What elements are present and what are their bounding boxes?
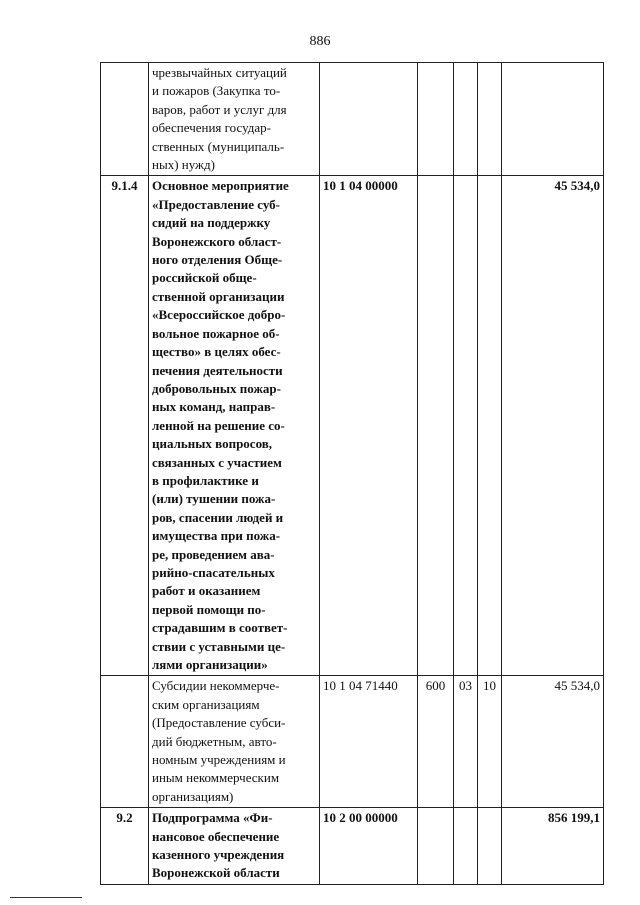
row-name-line: нансовое обеспечение (152, 828, 280, 844)
row-number (101, 676, 149, 808)
row-vr (418, 63, 454, 176)
row-name-line: ствии с уставными це- (152, 638, 286, 654)
row-pr (478, 808, 502, 885)
row-name-line: работ и оказанием (152, 583, 261, 599)
row-name-line: имущества при пожа- (152, 528, 281, 544)
row-name-line: варов, работ и услуг для (152, 101, 287, 117)
row-code: 10 1 04 00000 (320, 176, 418, 676)
row-number: 9.2 (101, 808, 149, 885)
row-name (149, 176, 320, 676)
row-name-line: Основное мероприятие (152, 178, 289, 194)
budget-table-body (101, 63, 604, 885)
row-name-line: дий бюджетным, авто- (152, 733, 277, 749)
row-name-line: «Предоставление суб- (152, 196, 281, 212)
row-name-line: казенного учреждения (152, 847, 285, 863)
row-name-line: (Предоставление субси- (152, 715, 286, 731)
row-name-line: номным учреждениям и (152, 752, 286, 768)
row-code: 10 1 04 71440 (320, 676, 418, 808)
row-name-line: ре, проведением ава- (152, 546, 275, 562)
row-name-line: ных) нужд) (152, 157, 215, 173)
row-number: 9.1.4 (101, 176, 149, 676)
row-vr (418, 176, 454, 676)
row-name-line: рийно-спасательных (152, 564, 275, 580)
table-row (101, 63, 604, 176)
row-name-line: в профилактике и (152, 472, 259, 488)
row-vr: 600 (418, 676, 454, 808)
row-pr (478, 63, 502, 176)
row-name-line: Субсидии некоммерче- (152, 678, 280, 694)
row-name-line: иным некоммерческим (152, 770, 280, 786)
row-rz (454, 63, 478, 176)
row-code (320, 63, 418, 176)
row-name-line: ственных (муниципаль- (152, 138, 285, 154)
row-name-line: ственной организации (152, 288, 285, 304)
row-name-line: сидий на поддержку (152, 215, 271, 231)
row-name-line: первой помощи по- (152, 601, 266, 617)
row-name-line: и пожаров (Закупка то- (152, 83, 281, 99)
row-name-line: добровольных пожар- (152, 380, 281, 396)
budget-table (100, 62, 604, 885)
row-name-line: ленной на решение со- (152, 417, 285, 433)
row-name-line: страдавшим в соответ- (152, 620, 288, 636)
row-vr (418, 808, 454, 885)
row-name-line: вольное пожарное об- (152, 325, 280, 341)
row-pr: 10 (478, 676, 502, 808)
row-name-line: ров, спасении людей и (152, 509, 284, 525)
row-name-line: (или) тушении пожа- (152, 491, 276, 507)
row-name-line: щество» в целях обес- (152, 344, 281, 360)
row-number (101, 63, 149, 176)
row-name-line: обеспечения государ- (152, 120, 271, 136)
row-name-line: российской обще- (152, 270, 257, 286)
row-name-line: организациям) (152, 788, 234, 804)
row-name (149, 808, 320, 885)
row-sum: 45 534,0 (502, 676, 604, 808)
row-name (149, 676, 320, 808)
row-rz (454, 808, 478, 885)
row-sum: 856 199,1 (502, 808, 604, 885)
row-code: 10 2 00 00000 (320, 808, 418, 885)
table-row (101, 176, 604, 676)
row-name-line: Воронежского област- (152, 233, 282, 249)
row-rz (454, 176, 478, 676)
row-sum (502, 63, 604, 176)
row-name-line: «Всероссийское добро- (152, 307, 286, 323)
row-name-line: Подпрограмма «Фи- (152, 810, 273, 826)
row-name-line: ного отделения Обще- (152, 252, 283, 268)
row-name (149, 63, 320, 176)
row-name-line: печения деятельности (152, 362, 283, 378)
page-number: 886 (309, 34, 331, 49)
row-name-line: циальных вопросов, (152, 436, 273, 452)
row-pr (478, 176, 502, 676)
table-row (101, 808, 604, 885)
row-rz: 03 (454, 676, 478, 808)
footnote-rule (10, 897, 82, 898)
row-name-line: связанных с участием (152, 454, 282, 470)
row-name-line: Воронежской области (152, 865, 280, 881)
table-row (101, 676, 604, 808)
row-name-line: лями организации» (152, 657, 268, 672)
row-sum: 45 534,0 (502, 176, 604, 676)
row-name-line: чрезвычайных ситуаций (152, 65, 287, 80)
row-name-line: ных команд, направ- (152, 399, 276, 415)
row-name-line: ским организациям (152, 696, 260, 712)
